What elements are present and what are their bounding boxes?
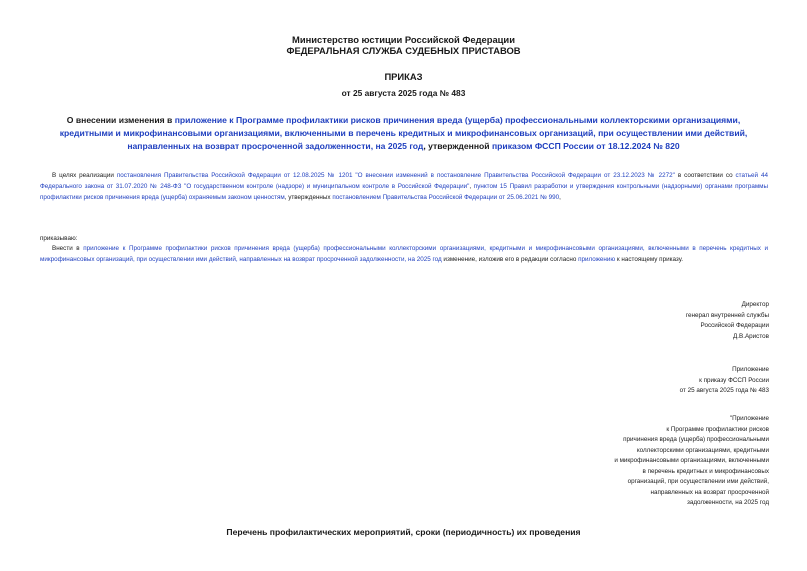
title-link-appendix[interactable]: приложение к Программе профилактики рисков причинения вреда (ущерба) профессиональными коллекторскими организациями, кредитными и микрофинансовыми организациями, включенными в перечень кредитных и микрофинансовых организаций, при осуществлении ими действий, направленных на возврат просроченной задолженности, на 2025 год xyxy=(59,115,748,151)
appendix-block xyxy=(680,365,769,397)
preamble-link-rules-15[interactable]: пунктом 15 Правил разработки и утверждения контрольными (надзорными) органами программы профилактики рисков причинения вреда (ущерба) охраняемым законом ценностям xyxy=(40,183,769,201)
signature-line: генерал внутренней службы xyxy=(685,311,769,319)
preamble-link-resolution-990[interactable]: постановлением Правительства Российской Федерации от 25.06.2021 № 990 xyxy=(332,194,560,201)
quote-line: задолженности, на 2025 год xyxy=(686,499,769,506)
preamble-text-5: , xyxy=(559,194,561,201)
ministry-name: Министерство юстиции Российской Федерации xyxy=(292,34,515,45)
appendix-line: Приложение xyxy=(732,366,769,373)
preamble-text-4: , утвержденных xyxy=(284,194,333,201)
order-text-3: к настоящему приказу. xyxy=(615,256,684,263)
order-text-1: Внести в xyxy=(52,245,84,252)
quote-line: организаций, при осуществлении ими действий, xyxy=(627,478,769,485)
quote-line: коллекторскими организациями, кредитными xyxy=(636,446,769,454)
title-middle: , утвержденной xyxy=(423,141,492,151)
signature-line: Д.В.Аристов xyxy=(733,332,769,340)
preamble-text-3: , xyxy=(469,183,474,190)
quote-block xyxy=(614,414,769,509)
document-type: ПРИКАЗ xyxy=(384,71,423,82)
list-heading: Перечень профилактических мероприятий, сроки (периодичность) их проведения xyxy=(226,527,581,537)
signature-line: Российской Федерации xyxy=(700,322,769,329)
preamble-paragraph xyxy=(40,170,768,203)
service-name: ФЕДЕРАЛЬНАЯ СЛУЖБА СУДЕБНЫХ ПРИСТАВОВ xyxy=(286,45,521,56)
document-date-number: от 25 августа 2025 года № 483 xyxy=(341,88,466,98)
appendix-line: от 25 августа 2025 года № 483 xyxy=(679,387,769,394)
title-prefix: О внесении изменения в xyxy=(66,115,175,125)
quote-line: "Приложение xyxy=(729,415,769,422)
quote-line: к Программе профилактики рисков xyxy=(666,425,769,433)
quote-line: направленных на возврат просроченной xyxy=(650,488,769,496)
preamble-text-2: в соответствии со xyxy=(674,172,736,179)
preamble-text-1: В целях реализации xyxy=(52,172,117,179)
order-word: приказываю: xyxy=(40,235,78,242)
order-text-2: изменение, изложив его в редакции согласно xyxy=(441,256,579,263)
preamble-link-law-248[interactable]: статьей 44 Федерального закона от 31.07.2020 № 248-ФЗ "О государственном контроле (надзоре) и муниципальном контроле в Российской Федерации" xyxy=(40,172,769,190)
quote-line: причинения вреда (ущерба) профессиональными xyxy=(623,436,769,443)
order-link-appendix[interactable]: приложение к Программе профилактики рисков причинения вреда (ущерба) профессиональными коллекторскими организациями, кредитными и микрофинансовыми организациями, включенными в перечень кредитных и микрофинансовых организаций, при осуществлении ими действий, направленных на возврат просроченной задолженности, на 2025 год xyxy=(40,245,768,263)
signature-block xyxy=(686,300,769,342)
quote-line: в перечень кредитных и микрофинансовых xyxy=(642,467,769,475)
preamble-link-resolution-1201[interactable]: постановления Правительства Российской Федерации от 12.08.2025 № 1201 "О внесении изменений в постановление Правительства Российской Федерации от 23.12.2023 № 2272" xyxy=(116,172,675,179)
order-link-annex[interactable]: приложению xyxy=(578,256,616,263)
order-paragraph xyxy=(40,243,768,265)
document-title xyxy=(40,114,767,153)
appendix-line: к приказу ФССП России xyxy=(699,376,769,384)
title-link-order[interactable]: приказом ФССП России от 18.12.2024 № 820 xyxy=(491,141,680,151)
signature-line: Директор xyxy=(741,301,769,308)
quote-line: и микрофинансовыми организациями, включенными xyxy=(614,457,769,464)
